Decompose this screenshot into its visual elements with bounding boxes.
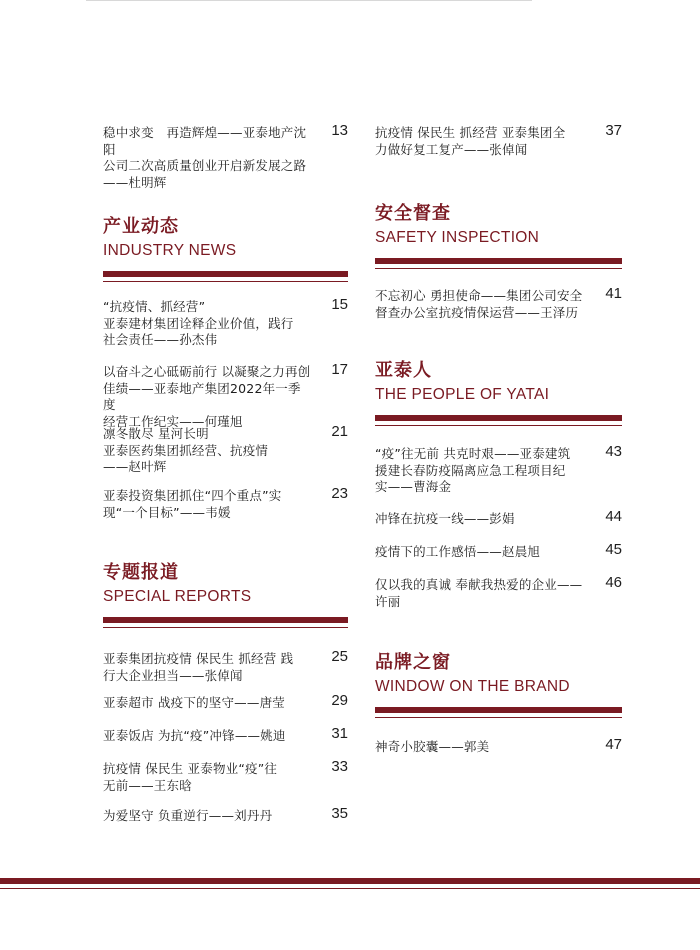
entry-title: 稳中求变 再造辉煌——亚泰地产沈阳 公司二次高质量创业开启新发展之路 ——杜明辉 bbox=[103, 125, 307, 190]
toc-entry[interactable] bbox=[103, 758, 348, 794]
toc-entry[interactable] bbox=[375, 508, 622, 528]
section-rule bbox=[375, 425, 622, 426]
section-title-en: INDUSTRY NEWS bbox=[103, 242, 237, 259]
section-title-cn: 安全督查 bbox=[375, 203, 451, 224]
entry-title: 亚泰饭店 为抗“疫”冲锋——姚迪 bbox=[103, 728, 286, 743]
entry-title: 冲锋在抗疫一线——彭娟 bbox=[375, 511, 515, 526]
section-rule bbox=[103, 627, 348, 628]
section-rule bbox=[375, 717, 622, 718]
toc-entry[interactable] bbox=[103, 361, 348, 430]
entry-page-number: 15 bbox=[331, 296, 348, 313]
toc-entry[interactable] bbox=[103, 423, 348, 476]
footer-bar bbox=[0, 878, 700, 884]
entry-page-number: 47 bbox=[605, 736, 622, 753]
entry-title: 亚泰集团抗疫情 保民生 抓经营 践 行大企业担当——张倬闻 bbox=[103, 651, 294, 683]
entry-title: 仅以我的真诚 奉献我热爱的企业—— 许丽 bbox=[375, 577, 583, 609]
section-title-cn: 专题报道 bbox=[103, 562, 179, 583]
section-title-cn: 品牌之窗 bbox=[375, 652, 451, 673]
toc-entry[interactable] bbox=[103, 648, 348, 684]
section-title-en: SAFETY INSPECTION bbox=[375, 229, 540, 246]
toc-entry[interactable] bbox=[375, 285, 622, 321]
section-title-en: WINDOW ON THE BRAND bbox=[375, 678, 570, 695]
entry-page-number: 46 bbox=[605, 574, 622, 591]
entry-page-number: 21 bbox=[331, 423, 348, 440]
entry-title: 凛冬散尽 星河长明 亚泰医药集团抓经营、抗疫情 ——赵叶辉 bbox=[103, 426, 269, 474]
toc-entry[interactable] bbox=[103, 485, 348, 521]
entry-title: 为爱坚守 负重逆行——刘丹丹 bbox=[103, 808, 273, 823]
footer-rule bbox=[0, 888, 700, 889]
section-bar bbox=[375, 415, 622, 421]
section-rule bbox=[103, 281, 348, 282]
entry-page-number: 29 bbox=[331, 692, 348, 709]
entry-title: “疫”往无前 共克时艰——亚泰建筑 援建长春防疫隔离应急工程项目纪 实——曹海金 bbox=[375, 446, 571, 494]
section-rule bbox=[375, 268, 622, 269]
section-header-industry-news bbox=[103, 216, 348, 282]
toc-entry[interactable] bbox=[103, 692, 348, 712]
entry-page-number: 13 bbox=[331, 122, 348, 139]
entry-title: 抗疫情 保民生 抓经营 亚泰集团全 力做好复工复产——张倬闻 bbox=[375, 125, 566, 157]
entry-page-number: 41 bbox=[605, 285, 622, 302]
toc-entry[interactable] bbox=[103, 296, 348, 349]
entry-page-number: 25 bbox=[331, 648, 348, 665]
entry-page-number: 17 bbox=[331, 361, 348, 378]
section-bar bbox=[103, 271, 348, 277]
section-bar bbox=[375, 258, 622, 264]
entry-page-number: 35 bbox=[331, 805, 348, 822]
entry-title: 神奇小胶囊——郭美 bbox=[375, 739, 490, 754]
entry-title: 亚泰超市 战疫下的坚守——唐莹 bbox=[103, 695, 285, 710]
entry-page-number: 43 bbox=[605, 443, 622, 460]
toc-entry[interactable] bbox=[103, 122, 348, 191]
section-header-people-of-yatai bbox=[375, 360, 622, 426]
entry-title: 疫情下的工作感悟——赵晨旭 bbox=[375, 544, 541, 559]
entry-title: “抗疫情、抓经营” 亚泰建材集团诠释企业价值，践行 社会责任——孙杰伟 bbox=[103, 299, 294, 347]
section-header-safety-inspection bbox=[375, 203, 622, 269]
toc-entry[interactable] bbox=[375, 736, 622, 756]
toc-entry[interactable] bbox=[103, 725, 348, 745]
top-divider bbox=[86, 0, 532, 1]
section-title-cn: 产业动态 bbox=[103, 216, 179, 237]
section-title-cn: 亚泰人 bbox=[375, 360, 432, 381]
toc-entry[interactable] bbox=[375, 541, 622, 561]
toc-entry[interactable] bbox=[375, 574, 622, 610]
toc-entry[interactable] bbox=[375, 122, 622, 158]
section-bar bbox=[375, 707, 622, 713]
entry-title: 不忘初心 勇担使命——集团公司安全 督查办公室抗疫情保运营——王泽历 bbox=[375, 288, 583, 320]
toc-entry[interactable] bbox=[103, 805, 348, 825]
entry-page-number: 33 bbox=[331, 758, 348, 775]
toc-entry[interactable] bbox=[375, 443, 622, 496]
entry-title: 亚泰投资集团抓住“四个重点”实 现“一个目标”——韦媛 bbox=[103, 488, 282, 520]
entry-page-number: 44 bbox=[605, 508, 622, 525]
entry-title: 以奋斗之心砥砺前行 以凝聚之力再创 佳绩——亚泰地产集团2022年一季度 经营工作纪实——何瑾旭 bbox=[103, 364, 311, 429]
entry-page-number: 31 bbox=[331, 725, 348, 742]
section-title-en: THE PEOPLE OF YATAI bbox=[375, 386, 550, 403]
section-bar bbox=[103, 617, 348, 623]
section-header-special-reports bbox=[103, 562, 348, 628]
section-title-en: SPECIAL REPORTS bbox=[103, 588, 252, 605]
entry-title: 抗疫情 保民生 亚泰物业“疫”往 无前——王东晗 bbox=[103, 761, 278, 793]
entry-page-number: 23 bbox=[331, 485, 348, 502]
entry-page-number: 45 bbox=[605, 541, 622, 558]
section-header-window-on-the-brand bbox=[375, 652, 622, 718]
entry-page-number: 37 bbox=[605, 122, 622, 139]
